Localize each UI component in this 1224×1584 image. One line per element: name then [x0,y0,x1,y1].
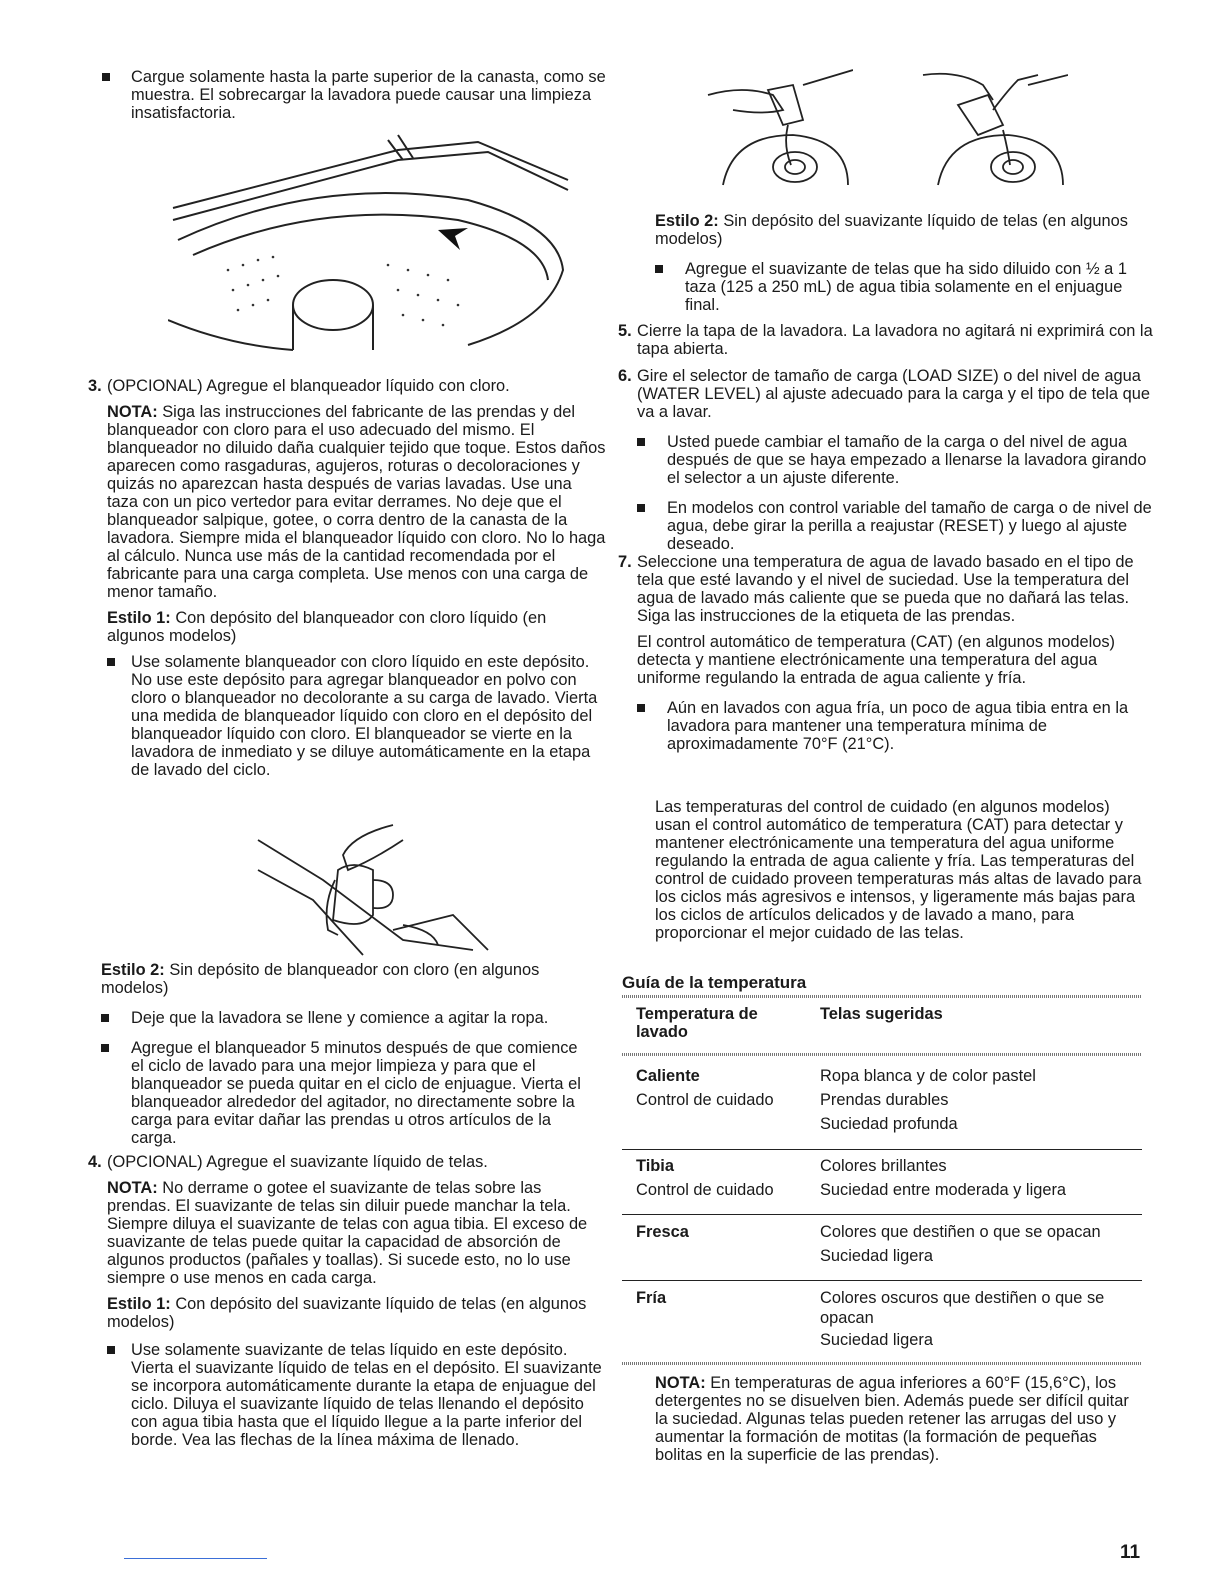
footer-rule [124,1558,267,1559]
step-4 [88,1153,607,1449]
step-6-text: Gire el selector de tamaño de carga (LOAD SIZE) o del nivel de agua (WATER LEVEL) al ajuste adecuado para la carga y el tipo de tela que va a lavar. [637,367,1150,421]
bullet-square [637,504,645,512]
step-number: 7. [618,553,632,571]
step-6-bullet-1 [637,433,1161,487]
bullet-square [637,438,645,446]
step-6-bullet-2 [637,499,1161,553]
step-3-style2-bullet-1 [101,1009,588,1027]
style-label: Estilo 1: [107,609,171,627]
bullet-text: Agregue el suavizante de telas que ha sido diluido con ½ a 1 taza (125 a 250 mL) de agua tibia solamente en el enjuague final. [685,260,1127,314]
style-text: Con depósito del blanqueador con cloro líquido (en algunos modelos) [107,609,547,645]
step-number: 6. [618,367,632,385]
table-row-control: Control de cuidado [636,1181,774,1199]
bullet-text: Agregue el blanqueador 5 minutos después de que comience el ciclo de lavado para una mejor limpieza y para que el blanqueador se pueda quitar en el ciclo de enjuague. Vierta el blanqueador alrededor del agitador, no directamente sobre la carga para evitar dañar las prendas u otros artículos de la carga. [131,1039,581,1147]
table-top-rule [622,995,1142,998]
table-row-divider [622,1280,1142,1281]
bullet-square [107,658,115,666]
washer-load-level-illustration [168,130,578,360]
bullet-square [655,265,663,273]
table-row-fabric: Prendas durables [820,1091,949,1109]
table-row-temp: Tibia [636,1157,674,1175]
step-6 [618,367,1161,553]
step-5-text: Cierre la tapa de la lavadora. La lavadora no agitará ni exprimirá con la tapa abierta. [637,322,1153,358]
page-number: 11 [1120,1542,1141,1563]
step-3-style2-block [101,961,588,1147]
step-3 [88,377,607,779]
temperature-note [655,1374,1142,1464]
table-row-fabric: Suciedad entre moderada y ligera [820,1181,1067,1199]
bullet-text: Use solamente suavizante de telas líquido en este depósito. Vierta el suavizante líquido de telas en el depósito. El suavizante se incorpora automáticamente durante la etapa de enjuague del ciclo. Diluya el suavizante líquido de telas llenando el depósito con agua tibia hasta que el líquido llegue a la parte inferior del borde. Vea las flechas de la línea máxima de llenado. [131,1341,602,1449]
step-7-text: Seleccione una temperatura de agua de lavado basado en el tipo de tela que esté lavando y el nivel de suciedad. Use la temperatura del agua de lavado más caliente que se pueda que no dañará las telas. Siga las instrucciones de la etiqueta de las prendas. [637,553,1134,625]
step-3-style2-bullet-2 [101,1039,588,1147]
style-text: Sin depósito del suavizante líquido de telas (en algunos modelos) [655,212,1128,248]
bullet-square [101,1014,109,1022]
bullet-square [101,1044,109,1052]
step-3-note [107,403,607,601]
table-header-temperature: Temperatura de lavado [636,1005,758,1041]
table-row-temp: Caliente [636,1067,700,1085]
note-label: NOTA: [107,403,158,421]
load-instruction-bullet [88,68,631,122]
bullet-square [107,1346,115,1354]
bullet-text: Aún en lavados con agua fría, un poco de agua tibia entra en la lavadora para mantener una temperatura mínima de aproximadamente 70°F (21°C). [667,699,1129,753]
step-number: 4. [88,1153,102,1171]
style-text: Con depósito del suavizante líquido de telas (en algunos modelos) [107,1295,587,1331]
note-text: Siga las instrucciones del fabricante de las prendas y del blanqueador con cloro para el uso adecuado del mismo. El blanqueador no diluido daña cualquier tejido que toque. Estos daños aparecen como rasgaduras, agujeros, roturas o decoloraciones y quizás no aparezcan hasta después de varias lavadas. Use una taza con un pico vertedor para evitar derrames. No deje que el blanqueador salpique, gotee, o corra dentro de la canasta de la lavadora. Siempre mida el blanqueador líquido con cloro. No lo haga al cálculo. Nunca use más de la cantidad recomendada por el fabricante para una carga completa. Use menos con una carga de menor tamaño. [107,403,606,601]
step-4-text: (OPCIONAL) Agregue el suavizante líquido de telas. [107,1153,488,1171]
step-7-cat-text: El control automático de temperatura (CAT) (en algunos modelos) detecta y mantiene electrónicamente una temperatura del agua uniforme regulando la entrada de agua caliente y fría. [637,633,1115,687]
bleach-dispenser-illustration [253,820,493,960]
step-7 [618,553,1161,753]
style-label: Estilo 1: [107,1295,171,1313]
bullet-text: En modelos con control variable del tamaño de carga o de nivel de agua, debe girar la perilla a reajustar (RESET) y luego al ajuste deseado. [667,499,1152,553]
step-number: 3. [88,377,102,395]
step-7-bullet [637,699,1161,753]
step-4-style1-bullet [107,1341,607,1449]
step-4-note [107,1179,607,1287]
table-row-temp: Fresca [636,1223,689,1241]
bullet-text: Usted puede cambiar el tamaño de la carga o del nivel de agua después de que se haya empezado a llenarse la lavadora girando el selector a un ajuste diferente. [667,433,1147,487]
table-row-divider [622,1214,1142,1215]
table-row-temp: Fría [636,1289,667,1307]
table-bottom-rule [622,1362,1142,1365]
note-text: No derrame o gotee el suavizante de telas sobre las prendas. El suavizante de telas sin diluir puede manchar la tela. Siempre diluya el suavizante de telas con agua tibia. El exceso de suavizante de telas puede quitar la capacidad de absorción de algunos productos (pañales y toallas). Si sucede esto, no lo use siempre o use menos en cada carga. [107,1179,588,1287]
bullet-text: Use solamente blanqueador con cloro líquido en este depósito. No use este depósito para agregar blanqueador en polvo con cloro o blanqueador no decolorante a su carga de lavado. Vierta una medida de blanqueador líquido con cloro en el depósito del blanqueador líquido con cloro. El blanqueador se vierte en la lavadora de inmediato y se diluye automáticamente en la etapa de lavado del ciclo. [131,653,598,779]
table-row-fabric: Suciedad ligera [820,1247,933,1265]
step-4-style1 [107,1295,607,1331]
care-control-paragraph: Las temperaturas del control de cuidado (en algunos modelos) usan el control automático de temperatura (CAT) para detectar y mantener electrónicamente una temperatura del agua uniforme regulando la entrada de agua caliente y fría. Las temperaturas del control de cuidado proveen temperaturas más altas de lavado para los ciclos más agresivos e intensos, y ligeramente más bajas para los ciclos de artículos delicados y de lavado a mano, para proporcionar el mejor cuidado de las telas. [655,798,1142,942]
table-row-fabric: Colores oscuros que destiñen o que se opacan [820,1289,1105,1327]
table-header-fabrics: Telas sugeridas [820,1005,943,1023]
softener-style2 [655,212,1142,248]
bullet-square [102,73,110,81]
bullet-text: Deje que la lavadora se llene y comience a agitar la ropa. [131,1009,549,1027]
step-number: 5. [618,322,632,340]
softener-style2-bullet [655,260,1142,314]
style-label: Estilo 2: [101,961,165,979]
temperature-guide-title: Guía de la temperatura [622,973,807,992]
step-3-style1 [107,609,607,645]
bullet-square [637,704,645,712]
table-row-fabric: Suciedad ligera [820,1331,933,1349]
note-text: En temperaturas de agua inferiores a 60°F (15,6°C), los detergentes no se disuelven bien. Además puede ser difícil quitar la suciedad. Algunas telas pueden retener las arrugas del uso y aumentar la formación de motitas (la formación de pequeñas bolitas en la superficie de las prendas). [655,1374,1129,1464]
table-row-fabric: Colores brillantes [820,1157,947,1175]
step-5 [618,322,1161,358]
step-3-text: (OPCIONAL) Agregue el blanqueador líquido con cloro. [107,377,510,395]
table-row-control: Control de cuidado [636,1091,774,1109]
max-fill-arrow-icon [438,228,468,250]
table-row-divider [622,1149,1142,1150]
softener-dispenser-illustration-2 [918,65,1068,190]
style-label: Estilo 2: [655,212,719,230]
step-3-style1-bullet [107,653,607,779]
table-row-fabric: Ropa blanca y de color pastel [820,1067,1036,1085]
step-3-style2 [101,961,588,997]
softener-dispenser-illustration-1 [703,65,853,190]
note-label: NOTA: [107,1179,158,1197]
table-header-rule [622,1053,1142,1056]
note-label: NOTA: [655,1374,706,1392]
style-text: Sin depósito de blanqueador con cloro (en algunos modelos) [101,961,540,997]
table-row-fabric: Colores que destiñen o que se opacan [820,1223,1101,1241]
softener-style2-block [655,212,1142,314]
table-row-fabric: Suciedad profunda [820,1115,958,1133]
bullet-text: Cargue solamente hasta la parte superior de la canasta, como se muestra. El sobrecargar la lavadora puede causar una limpieza insatisfactoria. [131,68,606,122]
